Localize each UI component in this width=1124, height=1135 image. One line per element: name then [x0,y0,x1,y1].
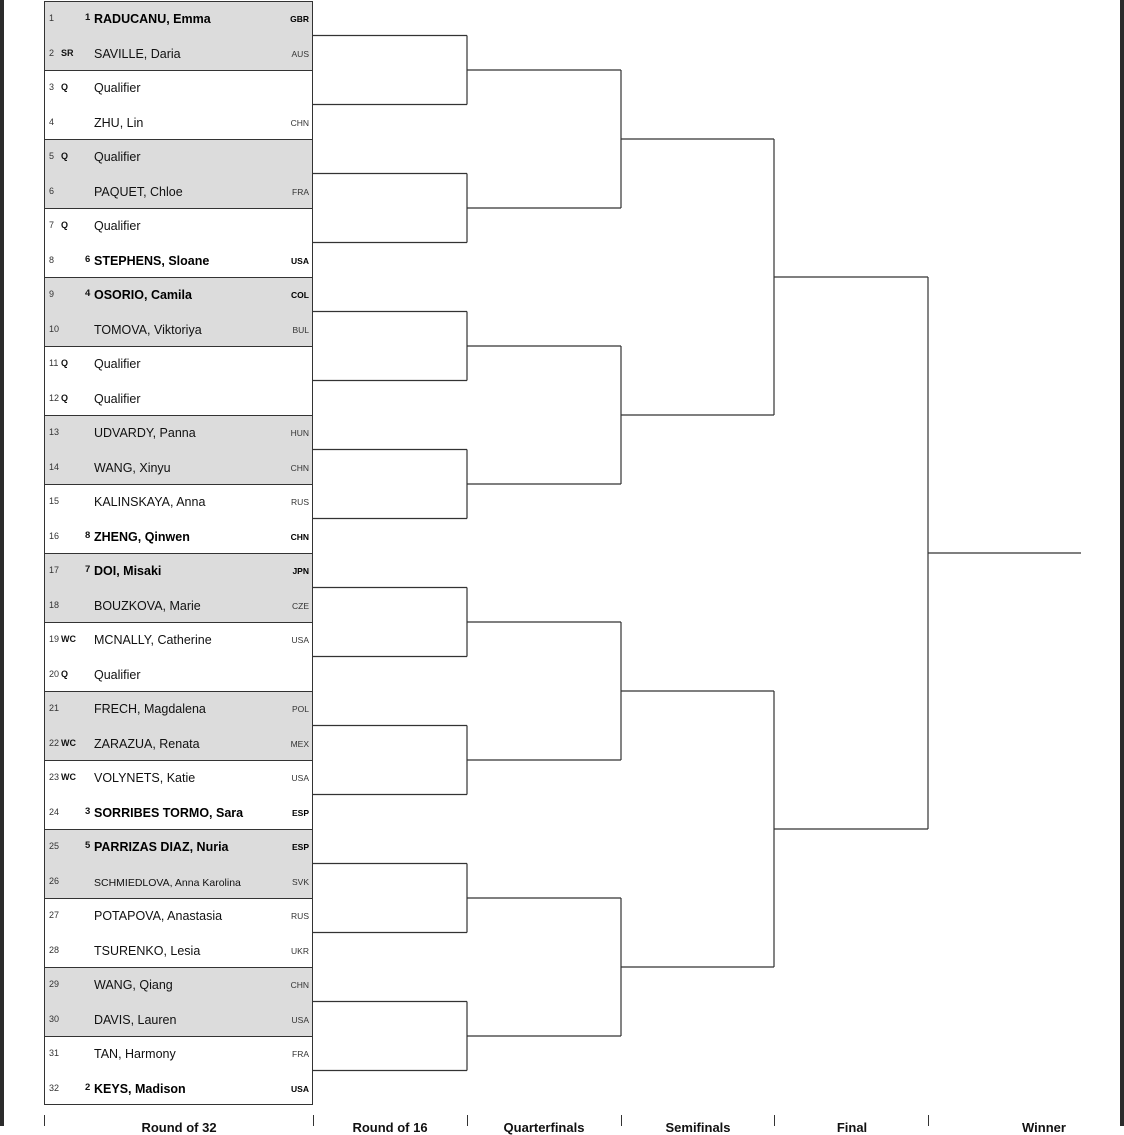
player-name: OSORIO, Camila [94,288,192,302]
draw-position: 26 [49,875,60,886]
player-name: Qualifier [94,667,141,682]
player-name: Qualifier [94,219,141,233]
draw-position: 31 [49,1048,60,1058]
draw-position: 11 [49,358,59,368]
player-name: WANG, Xinyu [94,460,171,475]
country-code: MEX [290,738,309,749]
country-code: ESP [291,842,309,852]
draw-position: 2 [49,47,55,58]
country-code: POL [291,704,309,714]
draw-position: 21 [49,703,60,713]
entry-tag: WC [61,737,76,748]
player-name: Qualifier [94,357,141,371]
draw-position: 28 [49,944,60,955]
country-code: FRA [292,1049,309,1059]
seed-number: 7 [85,564,91,575]
round-label: Semifinals [665,1120,731,1135]
draw-position: 32 [49,1082,60,1093]
draw-position: 16 [49,530,60,541]
country-code: CHN [290,980,309,990]
draw-position: 27 [49,910,60,920]
seed-number: 3 [85,805,91,817]
entry-tag: Q [61,392,69,403]
country-code: CHN [290,531,309,542]
draw-position: 4 [49,116,55,127]
draw-position: 6 [49,185,55,196]
player-name: MCNALLY, Catherine [94,633,212,647]
draw-position: 3 [49,82,55,92]
seed-number: 2 [85,1081,91,1093]
round-label: Final [836,1120,868,1135]
player-name: STEPHENS, Sloane [94,253,210,268]
seed-number: 4 [85,288,91,299]
country-code: CZE [292,600,309,611]
country-code: USA [291,1083,309,1094]
draw-position: 19 [49,634,60,644]
player-name: VOLYNETS, Katie [94,771,196,785]
player-name: ZHENG, Qinwen [94,529,190,544]
seed-number: 8 [85,529,91,541]
player-name: PAQUET, Chloe [94,184,183,199]
country-code: ESP [291,807,309,818]
country-code: CHN [290,462,309,473]
country-code: RUS [291,497,309,507]
player-name: SCHMIEDLOVA, Anna Karolina [94,876,241,889]
round-divider [44,1115,45,1126]
player-name: TOMOVA, Viktoriya [94,322,202,337]
player-name: SAVILLE, Daria [94,46,181,61]
draw-position: 29 [49,979,60,989]
entry-tag: Q [61,358,69,368]
player-name: RADUCANU, Emma [94,12,211,26]
player-name: ZARAZUA, Renata [94,736,200,751]
draw-position: 10 [49,323,60,334]
draw-position: 9 [49,289,55,299]
draw-position: 30 [49,1013,60,1024]
draw-position: 8 [49,254,55,265]
draw-position: 17 [49,565,60,575]
seed-number: 6 [85,253,91,265]
round-divider [467,1115,468,1126]
player-name: FRECH, Magdalena [94,702,206,716]
player-name: TAN, Harmony [94,1047,176,1061]
country-code: CHN [290,117,309,128]
seed-number: 1 [85,12,91,23]
player-name: DOI, Misaki [94,564,162,578]
seed-number: 5 [85,840,91,851]
round-label: Round of 32 [141,1120,217,1135]
player-name: PARRIZAS DIAZ, Nuria [94,840,229,854]
round-divider [774,1115,775,1126]
player-name: ZHU, Lin [94,115,144,130]
draw-position: 15 [49,496,60,506]
draw-position: 5 [49,151,55,161]
entry-tag: WC [61,772,76,782]
draw-position: 13 [49,427,60,437]
draw-position: 20 [49,668,60,679]
player-name: TSURENKO, Lesia [94,943,201,958]
country-code: JPN [292,566,309,576]
player-name: SORRIBES TORMO, Sara [94,805,244,820]
draw-position: 22 [49,737,60,748]
country-code: USA [291,773,309,783]
draw-position: 18 [49,599,60,610]
entry-tag: Q [61,668,69,679]
country-code: SVK [291,876,309,887]
player-name: POTAPOVA, Anastasia [94,909,223,923]
round-label: Quarterfinals [503,1120,585,1135]
round-divider [621,1115,622,1126]
entry-tag: WC [61,634,76,644]
country-code: UKR [291,945,309,956]
entry-tag: Q [61,220,69,230]
draw-position: 7 [49,220,55,230]
entry-tag: SR [61,47,74,58]
round-divider [928,1115,929,1126]
player-name: Qualifier [94,81,141,95]
entry-tag: Q [61,151,69,161]
round-label: Winner [1022,1120,1066,1135]
player-name: WANG, Qiang [94,978,173,992]
country-code: COL [291,290,309,300]
country-code: FRA [292,186,309,197]
player-name: Qualifier [94,150,141,164]
draw-position: 24 [49,806,60,817]
draw-position: 1 [49,13,55,23]
country-code: USA [291,1014,309,1025]
player-name: KEYS, Madison [94,1081,186,1096]
country-code: RUS [291,911,309,921]
country-code: HUN [290,428,309,438]
country-code: AUS [291,48,309,59]
round-labels [44,1115,1124,1135]
country-code: USA [291,635,309,645]
player-name: UDVARDY, Panna [94,426,196,440]
round-divider [313,1115,314,1126]
draw-position: 23 [49,772,60,782]
player-name: Qualifier [94,391,141,406]
draw-position: 12 [49,392,60,403]
player-name: BOUZKOVA, Marie [94,598,201,613]
draw-position: 25 [49,841,60,851]
round-label: Round of 16 [352,1120,428,1135]
entry-tag: Q [61,82,69,92]
country-code: USA [291,255,309,266]
draw-position: 14 [49,461,60,472]
player-name: KALINSKAYA, Anna [94,495,206,509]
country-code: GBR [290,14,309,24]
player-name: DAVIS, Lauren [94,1012,177,1027]
country-code: BUL [292,324,309,335]
